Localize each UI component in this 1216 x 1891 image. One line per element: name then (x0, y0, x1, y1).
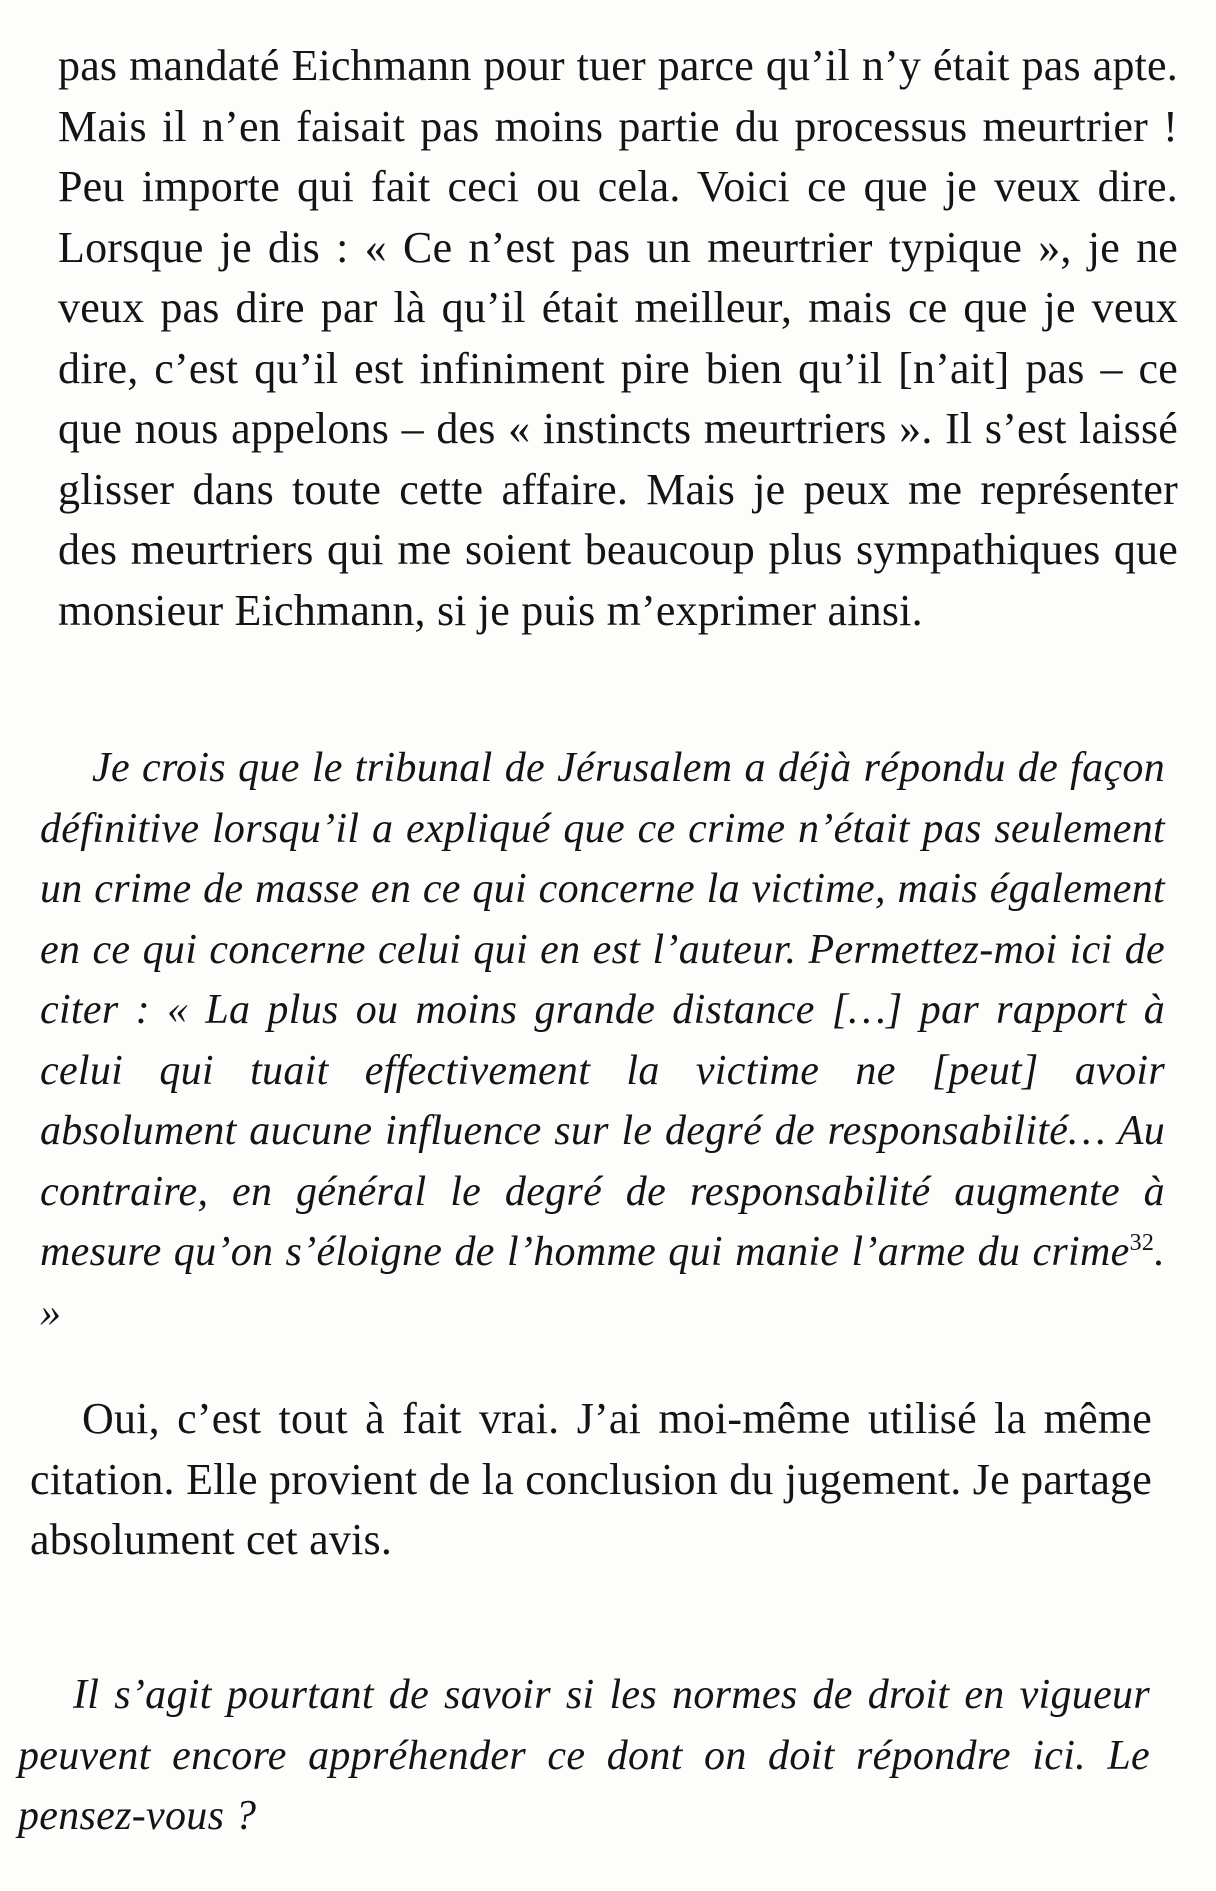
answer-paragraph: Oui, c’est tout à fait vrai. J’ai moi-même utilisé la même citation. Elle provient de la conclusion du jugement. Je partage absolument cet avis. (30, 1394, 1152, 1564)
quote-closing: . » (40, 1229, 1165, 1336)
question-paragraph (40, 738, 1165, 1343)
question-paragraph: Il s’agit pourtant de savoir si les normes de droit en vigueur peuvent encore appréhender ce dont on doit répondre ici. Le pensez-vous ? (18, 1672, 1150, 1839)
footnote-marker: 32 (1129, 1230, 1155, 1256)
answer-paragraph: pas mandaté Eichmann pour tuer parce qu’il n’y était pas apte. Mais il n’en faisait pas moins partie du processus meurtrier ! Peu importe qui fait ceci ou cela. Voici ce que je veux dire. Lorsque je dis : « Ce n’est pas un meurtrier typique », je ne veux pas dire par là qu’il était meilleur, mais ce que je veux dire, c’est qu’il est infiniment pire bien qu’il [n’ait] pas – ce que nous appelons – des « instincts meurtriers ». Il s’est laissé glisser dans toute cette affaire. Mais je peux me représenter des meurtriers qui me soient beaucoup plus sympathiques que monsieur Eichmann, si je puis m’exprimer ainsi. (58, 41, 1178, 635)
question-text: Je crois que le tribunal de Jérusalem a déjà répondu de façon définitive lorsqu’il a expliqué que ce crime n’était pas seulement un crime de masse en ce qui concerne la victime, mais également en ce qui concerne celui qui en est l’auteur. Permettez-moi ici de citer : « La plus ou moins grande distance […] par rapport à celui qui tuait effectivement la victime ne [peut] avoir absolument aucune influence sur le degré de responsabilité… Au contraire, en général le degré de responsabilité augmente à mesure qu’on s’éloigne de l’homme qui manie l’arme du crime (40, 745, 1165, 1275)
